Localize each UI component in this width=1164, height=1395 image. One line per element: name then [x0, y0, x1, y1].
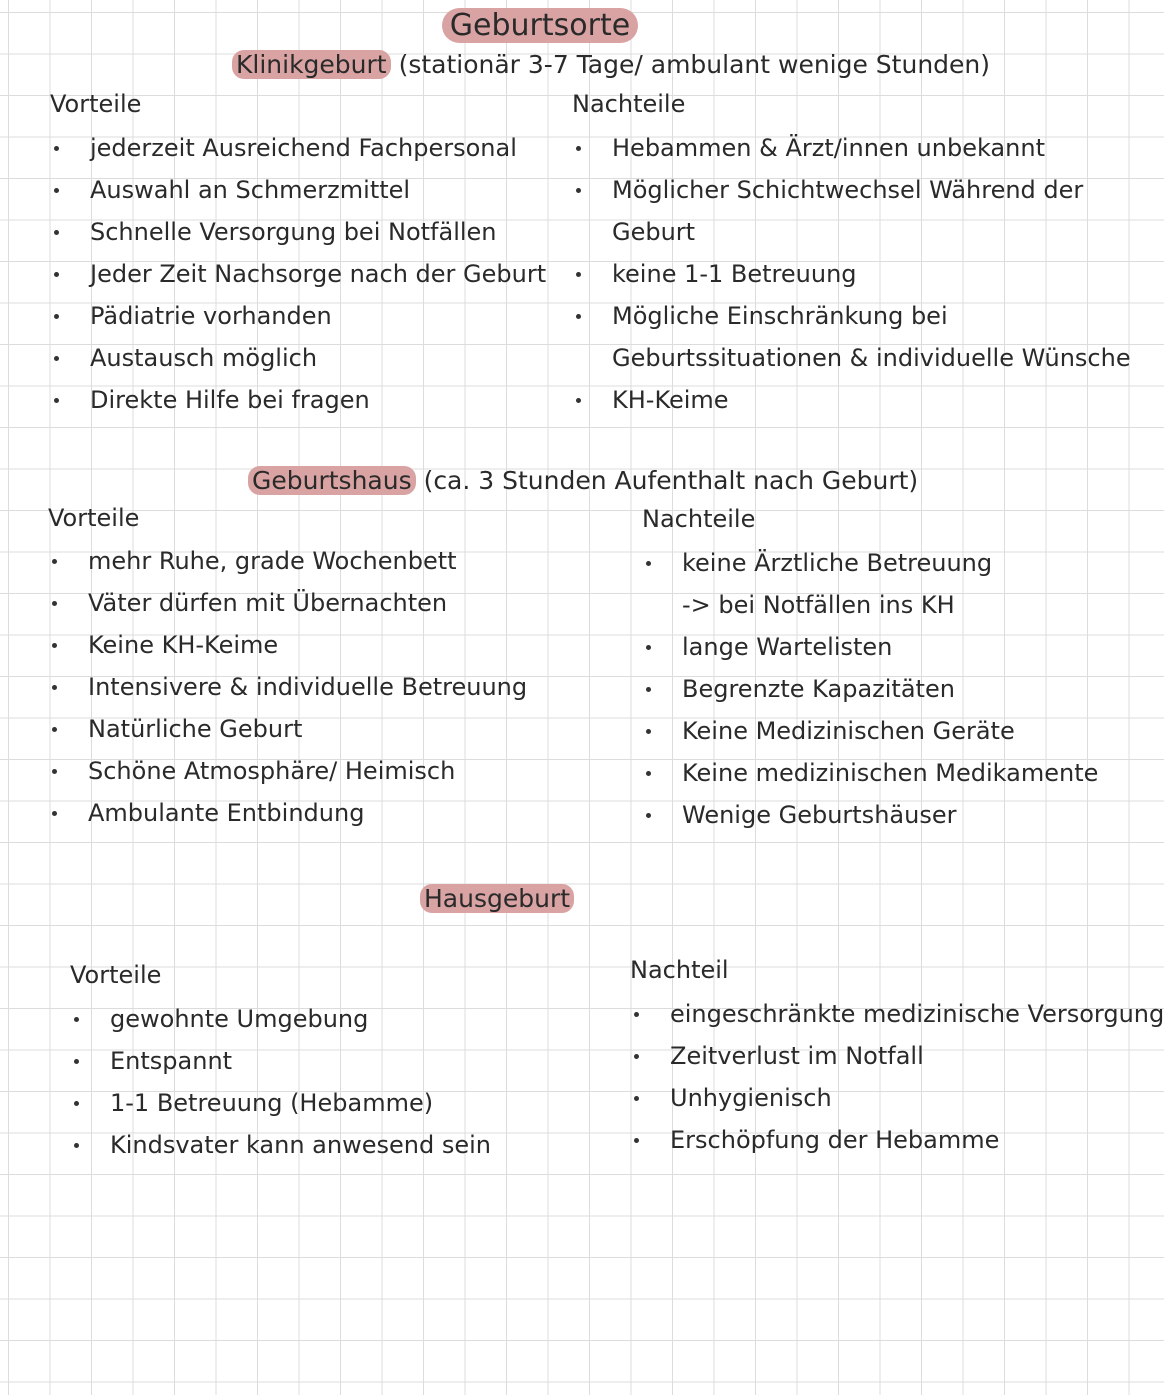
list-item: Ambulante Entbindung	[48, 792, 527, 834]
section-heading-klinikgeburt	[232, 50, 990, 79]
list-item: Intensivere & individuelle Betreuung	[48, 666, 527, 708]
section-note: (stationär 3-7 Tage/ ambulant wenige Stunden)	[398, 50, 991, 79]
section-heading-geburtshaus	[248, 466, 918, 495]
cons-label: Nachteil	[630, 956, 729, 984]
list-item: Keine KH-Keime	[48, 624, 527, 666]
bullet-icon	[52, 601, 57, 606]
bullet-icon	[54, 314, 59, 319]
bullet-icon	[54, 272, 59, 277]
cons-list-klinikgeburt	[572, 127, 1131, 421]
list-item: Schnelle Versorgung bei Notfällen	[50, 211, 546, 253]
cons-label: Nachteile	[572, 90, 686, 118]
bullet-icon	[646, 687, 651, 692]
bullet-icon	[646, 645, 651, 650]
bullet-icon	[54, 356, 59, 361]
section-name: Geburtshaus	[248, 466, 416, 495]
pros-label: Vorteile	[50, 90, 142, 118]
bullet-icon	[54, 146, 59, 151]
page-title-text: Geburtsorte	[442, 8, 638, 43]
cons-list-hausgeburt	[630, 993, 1164, 1161]
bullet-icon	[646, 771, 651, 776]
list-item-continuation: Geburtssituationen & individuelle Wünsche	[612, 344, 1131, 372]
list-item: eingeschränkte medizinische Versorgung	[630, 993, 1164, 1035]
bullet-icon	[576, 146, 581, 151]
bullet-icon	[52, 685, 57, 690]
bullet-icon	[54, 188, 59, 193]
bullet-icon	[576, 314, 581, 319]
list-item: Schöne Atmosphäre/ Heimisch	[48, 750, 527, 792]
section-name: Hausgeburt	[420, 884, 574, 913]
cons-list-geburtshaus	[642, 542, 1098, 836]
list-item: Keine medizinischen Medikamente	[642, 752, 1098, 794]
list-item: Hebammen & Ärzt/innen unbekannt	[572, 127, 1131, 169]
list-item: Wenige Geburtshäuser	[642, 794, 1098, 836]
list-item: gewohnte Umgebung	[70, 998, 491, 1040]
bullet-icon	[74, 1101, 79, 1106]
list-item: Mögliche Einschränkung bei	[572, 295, 1131, 337]
bullet-icon	[646, 813, 651, 818]
list-item-continuation: -> bei Notfällen ins KH	[682, 591, 955, 619]
pros-label: Vorteile	[70, 961, 162, 989]
pros-list-hausgeburt	[70, 998, 491, 1166]
list-item: Auswahl an Schmerzmittel	[50, 169, 546, 211]
bullet-icon	[54, 398, 59, 403]
pros-list-geburtshaus	[48, 540, 527, 834]
bullet-icon	[576, 398, 581, 403]
list-item: Direkte Hilfe bei fragen	[50, 379, 546, 421]
bullet-icon	[646, 561, 651, 566]
list-item: keine 1-1 Betreuung	[572, 253, 1131, 295]
list-item: Keine Medizinischen Geräte	[642, 710, 1098, 752]
list-item: Möglicher Schichtwechsel Während der	[572, 169, 1131, 211]
section-note: (ca. 3 Stunden Aufenthalt nach Geburt)	[423, 466, 919, 495]
bullet-icon	[74, 1143, 79, 1148]
list-item: Natürliche Geburt	[48, 708, 527, 750]
bullet-icon	[576, 188, 581, 193]
pros-label: Vorteile	[48, 504, 140, 532]
bullet-icon	[74, 1017, 79, 1022]
list-item: Entspannt	[70, 1040, 491, 1082]
list-item: KH-Keime	[572, 379, 1131, 421]
list-item: Begrenzte Kapazitäten	[642, 668, 1098, 710]
bullet-icon	[634, 1096, 639, 1101]
bullet-icon	[52, 811, 57, 816]
bullet-icon	[576, 272, 581, 277]
bullet-icon	[634, 1012, 639, 1017]
cons-label: Nachteile	[642, 505, 756, 533]
bullet-icon	[52, 559, 57, 564]
bullet-icon	[634, 1054, 639, 1059]
bullet-icon	[52, 727, 57, 732]
section-heading-hausgeburt	[420, 884, 574, 913]
page-title	[0, 8, 1080, 43]
bullet-icon	[52, 643, 57, 648]
list-item: Väter dürfen mit Übernachten	[48, 582, 527, 624]
list-item: Austausch möglich	[50, 337, 546, 379]
list-item: 1-1 Betreuung (Hebamme)	[70, 1082, 491, 1124]
list-item: Kindsvater kann anwesend sein	[70, 1124, 491, 1166]
list-item: Zeitverlust im Notfall	[630, 1035, 1164, 1077]
bullet-icon	[74, 1059, 79, 1064]
list-item: keine Ärztliche Betreuung	[642, 542, 1098, 584]
list-item: mehr Ruhe, grade Wochenbett	[48, 540, 527, 582]
bullet-icon	[634, 1138, 639, 1143]
list-item-continuation: Geburt	[612, 218, 696, 246]
list-item: Pädiatrie vorhanden	[50, 295, 546, 337]
bullet-icon	[54, 230, 59, 235]
bullet-icon	[646, 729, 651, 734]
section-name: Klinikgeburt	[232, 50, 391, 79]
list-item: Erschöpfung der Hebamme	[630, 1119, 1164, 1161]
pros-list-klinikgeburt	[50, 127, 546, 421]
list-item: Unhygienisch	[630, 1077, 1164, 1119]
list-item: Jeder Zeit Nachsorge nach der Geburt	[50, 253, 546, 295]
list-item: lange Wartelisten	[642, 626, 1098, 668]
bullet-icon	[52, 769, 57, 774]
list-item: jederzeit Ausreichend Fachpersonal	[50, 127, 546, 169]
